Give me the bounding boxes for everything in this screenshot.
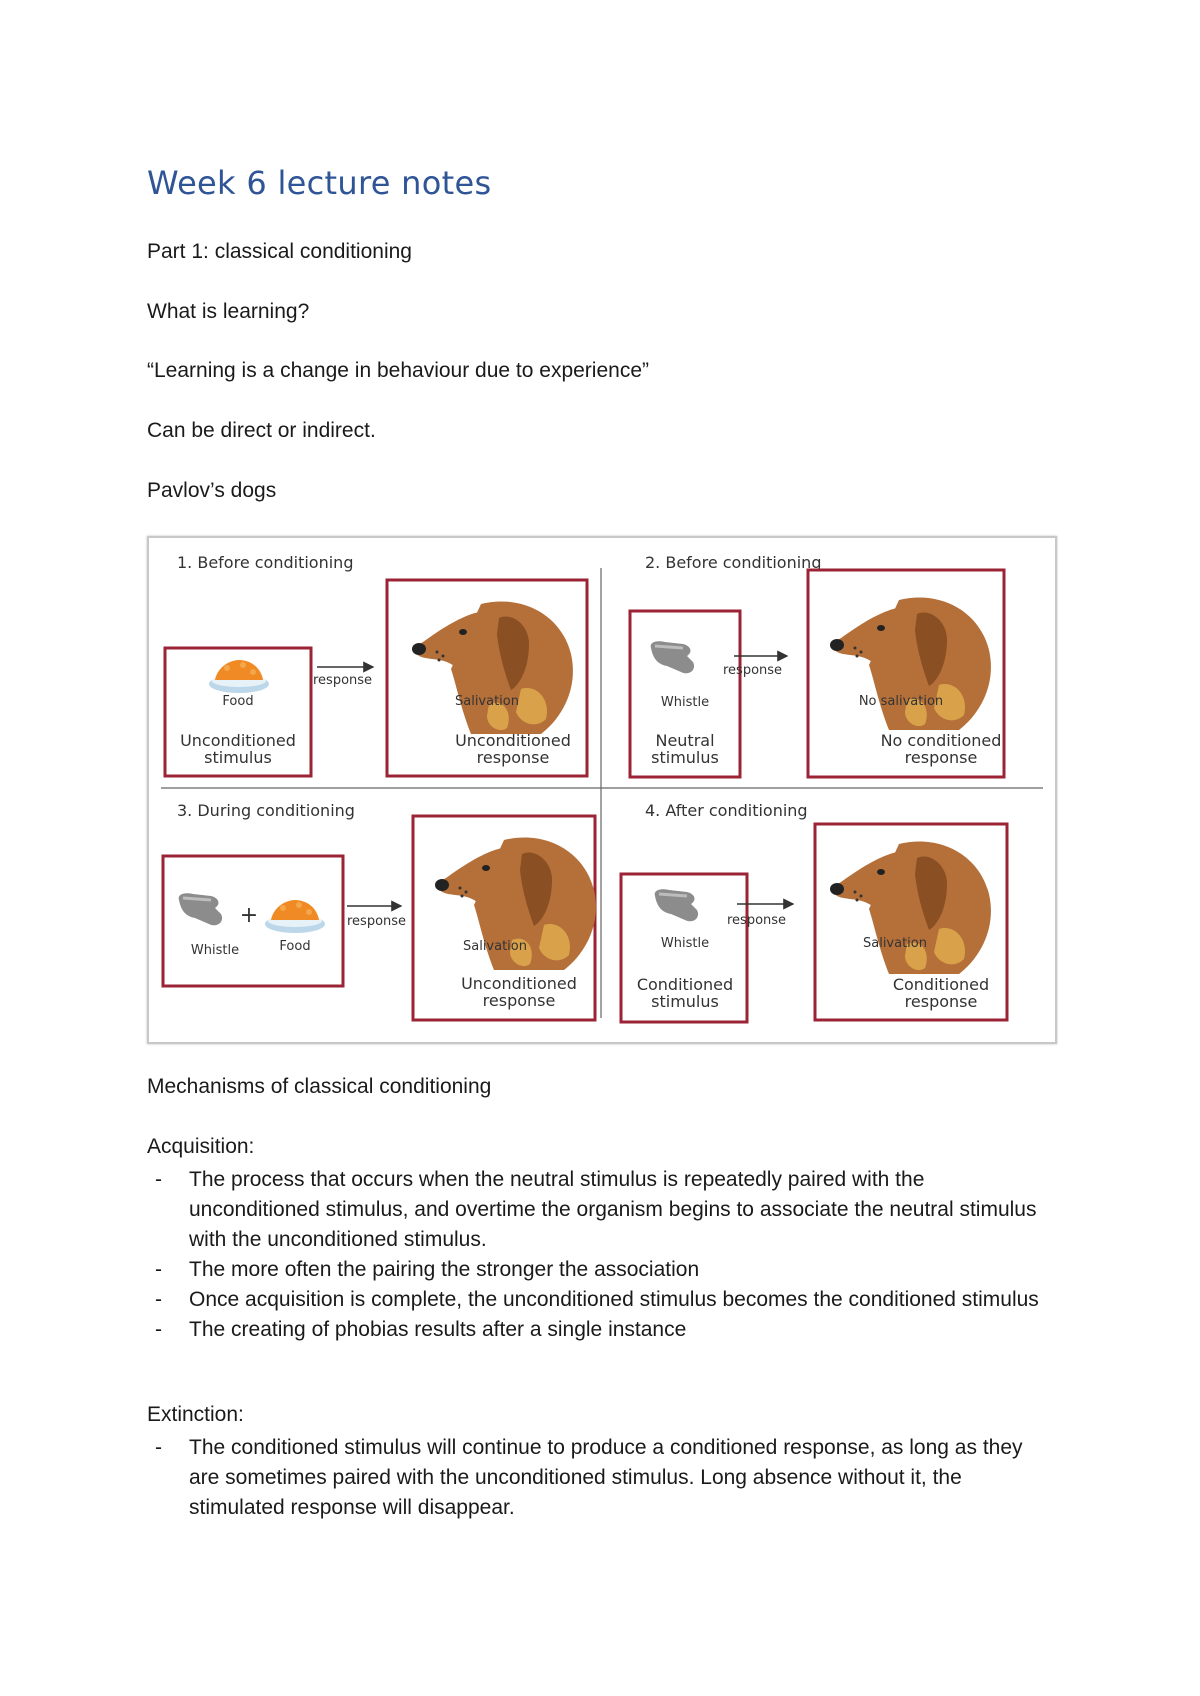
quote-line: “Learning is a change in behaviour due to experience” <box>147 359 650 382</box>
food-icon <box>265 900 325 933</box>
dog-icon <box>830 597 991 730</box>
panel-2-response-label-1: No conditioned <box>880 731 1002 750</box>
extinction-heading: Extinction: <box>147 1403 244 1426</box>
acquisition-list <box>147 1165 1047 1345</box>
dog-icon <box>412 601 573 734</box>
acquisition-heading: Acquisition: <box>147 1135 255 1158</box>
panel-4-arrow-label: response <box>727 913 787 928</box>
panel-2-stimulus-item: Whistle <box>660 695 710 710</box>
list-item: - The process that occurs when the neutral stimulus is repeatedly paired with the unconditioned stimulus, and overtime the organism begins to associate the neutral stimulus with the unconditioned stimulus. <box>147 1165 1047 1255</box>
list-item: - The conditioned stimulus will continue to produce a conditioned response, as long as they are sometimes paired with the unconditioned stimulus. Long absence without it, the stimulated response will disappear. <box>147 1433 1047 1523</box>
panel-1-heading: 1. Before conditioning <box>177 553 354 572</box>
conditioning-diagram <box>149 538 1055 1042</box>
conditioning-figure <box>147 536 1057 1044</box>
panel-3-stimulus-item-a: Whistle <box>190 943 240 958</box>
panel-1-stimulus-label-2: stimulus <box>204 748 272 767</box>
pavlov-line: Pavlov’s dogs <box>147 479 277 502</box>
panel-3 <box>163 801 596 1020</box>
panel-1-response-label-2: response <box>476 748 550 767</box>
panel-1 <box>165 553 587 776</box>
list-item: - The creating of phobias results after a single instance <box>147 1315 1047 1345</box>
dog-icon <box>830 841 991 974</box>
panel-3-heading: 3. During conditioning <box>177 801 355 820</box>
panel-3-plus: + <box>239 903 259 928</box>
panel-1-response-item: Salivation <box>454 694 520 709</box>
panel-3-arrow-label: response <box>347 914 407 929</box>
food-icon <box>209 660 269 693</box>
panel-2-stimulus-label-1: Neutral <box>655 731 715 750</box>
panel-2 <box>630 553 1004 777</box>
panel-1-stimulus-item: Food <box>222 694 254 709</box>
whistle-icon <box>651 641 694 673</box>
panel-4-stimulus-item: Whistle <box>660 936 710 951</box>
panel-2-response-label-2: response <box>904 748 978 767</box>
direct-line: Can be direct or indirect. <box>147 419 376 442</box>
panel-3-stimulus-item-b: Food <box>279 939 311 954</box>
list-item: - The more often the pairing the stronger the association <box>147 1255 1047 1285</box>
panel-4-stimulus-label-1: Conditioned <box>636 975 734 994</box>
panel-2-stimulus-label-2: stimulus <box>651 748 719 767</box>
panel-1-stimulus-label-1: Unconditioned <box>180 731 296 750</box>
panel-4-response-label-1: Conditioned <box>892 975 990 994</box>
panel-4-heading: 4. After conditioning <box>645 801 808 820</box>
panel-4 <box>621 801 1007 1022</box>
panel-4-response-label-2: response <box>904 992 978 1011</box>
panel-3-response-label-2: response <box>482 991 556 1010</box>
whistle-icon <box>655 889 698 921</box>
whistle-icon <box>179 893 222 925</box>
panel-3-response-item: Salivation <box>462 939 528 954</box>
panel-4-response-item: Salivation <box>862 936 928 951</box>
panel-2-heading: 2. Before conditioning <box>645 553 822 572</box>
panel-1-arrow-label: response <box>313 673 373 688</box>
panel-3-response-label-1: Unconditioned <box>461 974 577 993</box>
panel-2-arrow-label: response <box>723 663 783 678</box>
panel-4-stimulus-label-2: stimulus <box>651 992 719 1011</box>
extinction-list <box>147 1433 1047 1523</box>
list-item: - Once acquisition is complete, the unconditioned stimulus becomes the conditioned stimulus <box>147 1285 1047 1315</box>
mechanisms-heading: Mechanisms of classical conditioning <box>147 1075 492 1098</box>
panel-1-response-label-1: Unconditioned <box>455 731 571 750</box>
panel-2-response-item: No salivation <box>858 694 944 709</box>
page-title: Week 6 lecture notes <box>147 164 492 202</box>
part-heading: Part 1: classical conditioning <box>147 240 412 263</box>
question-line: What is learning? <box>147 300 310 323</box>
